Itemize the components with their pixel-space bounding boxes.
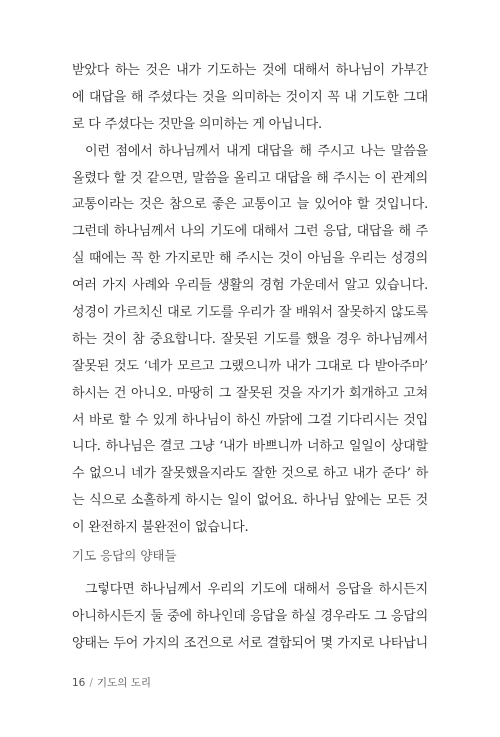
footer-separator: /	[89, 677, 93, 689]
text-line: 이런 점에서 하나님께서 내게 대답을 해 주시고 나는 말씀을	[85, 143, 428, 159]
text-line: 잘못된 것도 ‘네가 모르고 그랬으니까 내가 그대로 다 받아주마’	[72, 358, 428, 374]
page-footer	[72, 676, 151, 690]
text-line: 에 대답을 해 주셨다는 것을 의미하는 것이지 꼭 내 기도한 그대	[72, 89, 428, 105]
text-line: 하시는 건 아니오. 마땅히 그 잘못된 것을 자기가 회개하고 고쳐	[72, 385, 428, 401]
body-text-continued	[72, 577, 428, 658]
section-heading: 기도 응답의 양태들	[72, 548, 177, 563]
text-line: 그런데 하나님께서 나의 기도에 대해서 그런 응답, 대답을 해 주	[72, 224, 428, 240]
page-number: 16	[72, 677, 86, 689]
text-line: 이 완전하지 불완전이 없습니다.	[72, 520, 249, 536]
body-text	[72, 58, 428, 542]
text-line: 받았다 하는 것은 내가 기도하는 것에 대해서 하나님이 가부간	[72, 63, 428, 78]
text-line: 성경이 가르치신 대로 기도를 우리가 잘 배워서 잘못하지 않도록	[72, 305, 428, 321]
text-line: 여러 가지 사례와 우리들 생활의 경험 가운데서 알고 있습니다.	[72, 278, 428, 294]
text-line: 교통이라는 것은 참으로 좋은 교통이고 늘 있어야 할 것입니다.	[72, 197, 428, 213]
text-line: 실 때에는 꼭 한 가지로만 해 주시는 것이 아님을 우리는 성경의	[72, 251, 428, 267]
text-line: 그렇다면 하나님께서 우리의 기도에 대해서 응답을 하시든지	[85, 582, 428, 597]
text-line: 로 다 주셨다는 것만을 의미하는 게 아닙니다.	[72, 116, 322, 132]
text-line: 올렸다 할 것 같으면, 말씀을 올리고 대답을 해 주시는 이 관계의	[72, 170, 428, 186]
text-line: 양태는 두어 가지의 조건으로 서로 결합되어 몇 가지로 나타납니	[72, 635, 428, 651]
text-line: 니다. 하나님은 결코 그냥 ‘내가 바쁘니까 너하고 일일이 상대할	[72, 439, 428, 455]
text-line: 아니하시든지 둘 중에 하나인데 응답을 하실 경우라도 그 응답의	[72, 608, 428, 624]
text-line: 하는 것이 참 중요합니다. 잘못된 기도를 했을 경우 하나님께서	[72, 331, 428, 347]
text-line: 는 식으로 소홀하게 하시는 일이 없어요. 하나님 앞에는 모든 것	[72, 493, 428, 509]
text-line: 서 바로 할 수 있게 하나님이 하신 까닭에 그걸 기다리시는 것입	[72, 412, 428, 428]
running-title: 기도의 도리	[96, 677, 151, 689]
text-line: 수 없으니 네가 잘못했을지라도 잘한 것으로 하고 내가 준다’ 하	[72, 466, 428, 482]
